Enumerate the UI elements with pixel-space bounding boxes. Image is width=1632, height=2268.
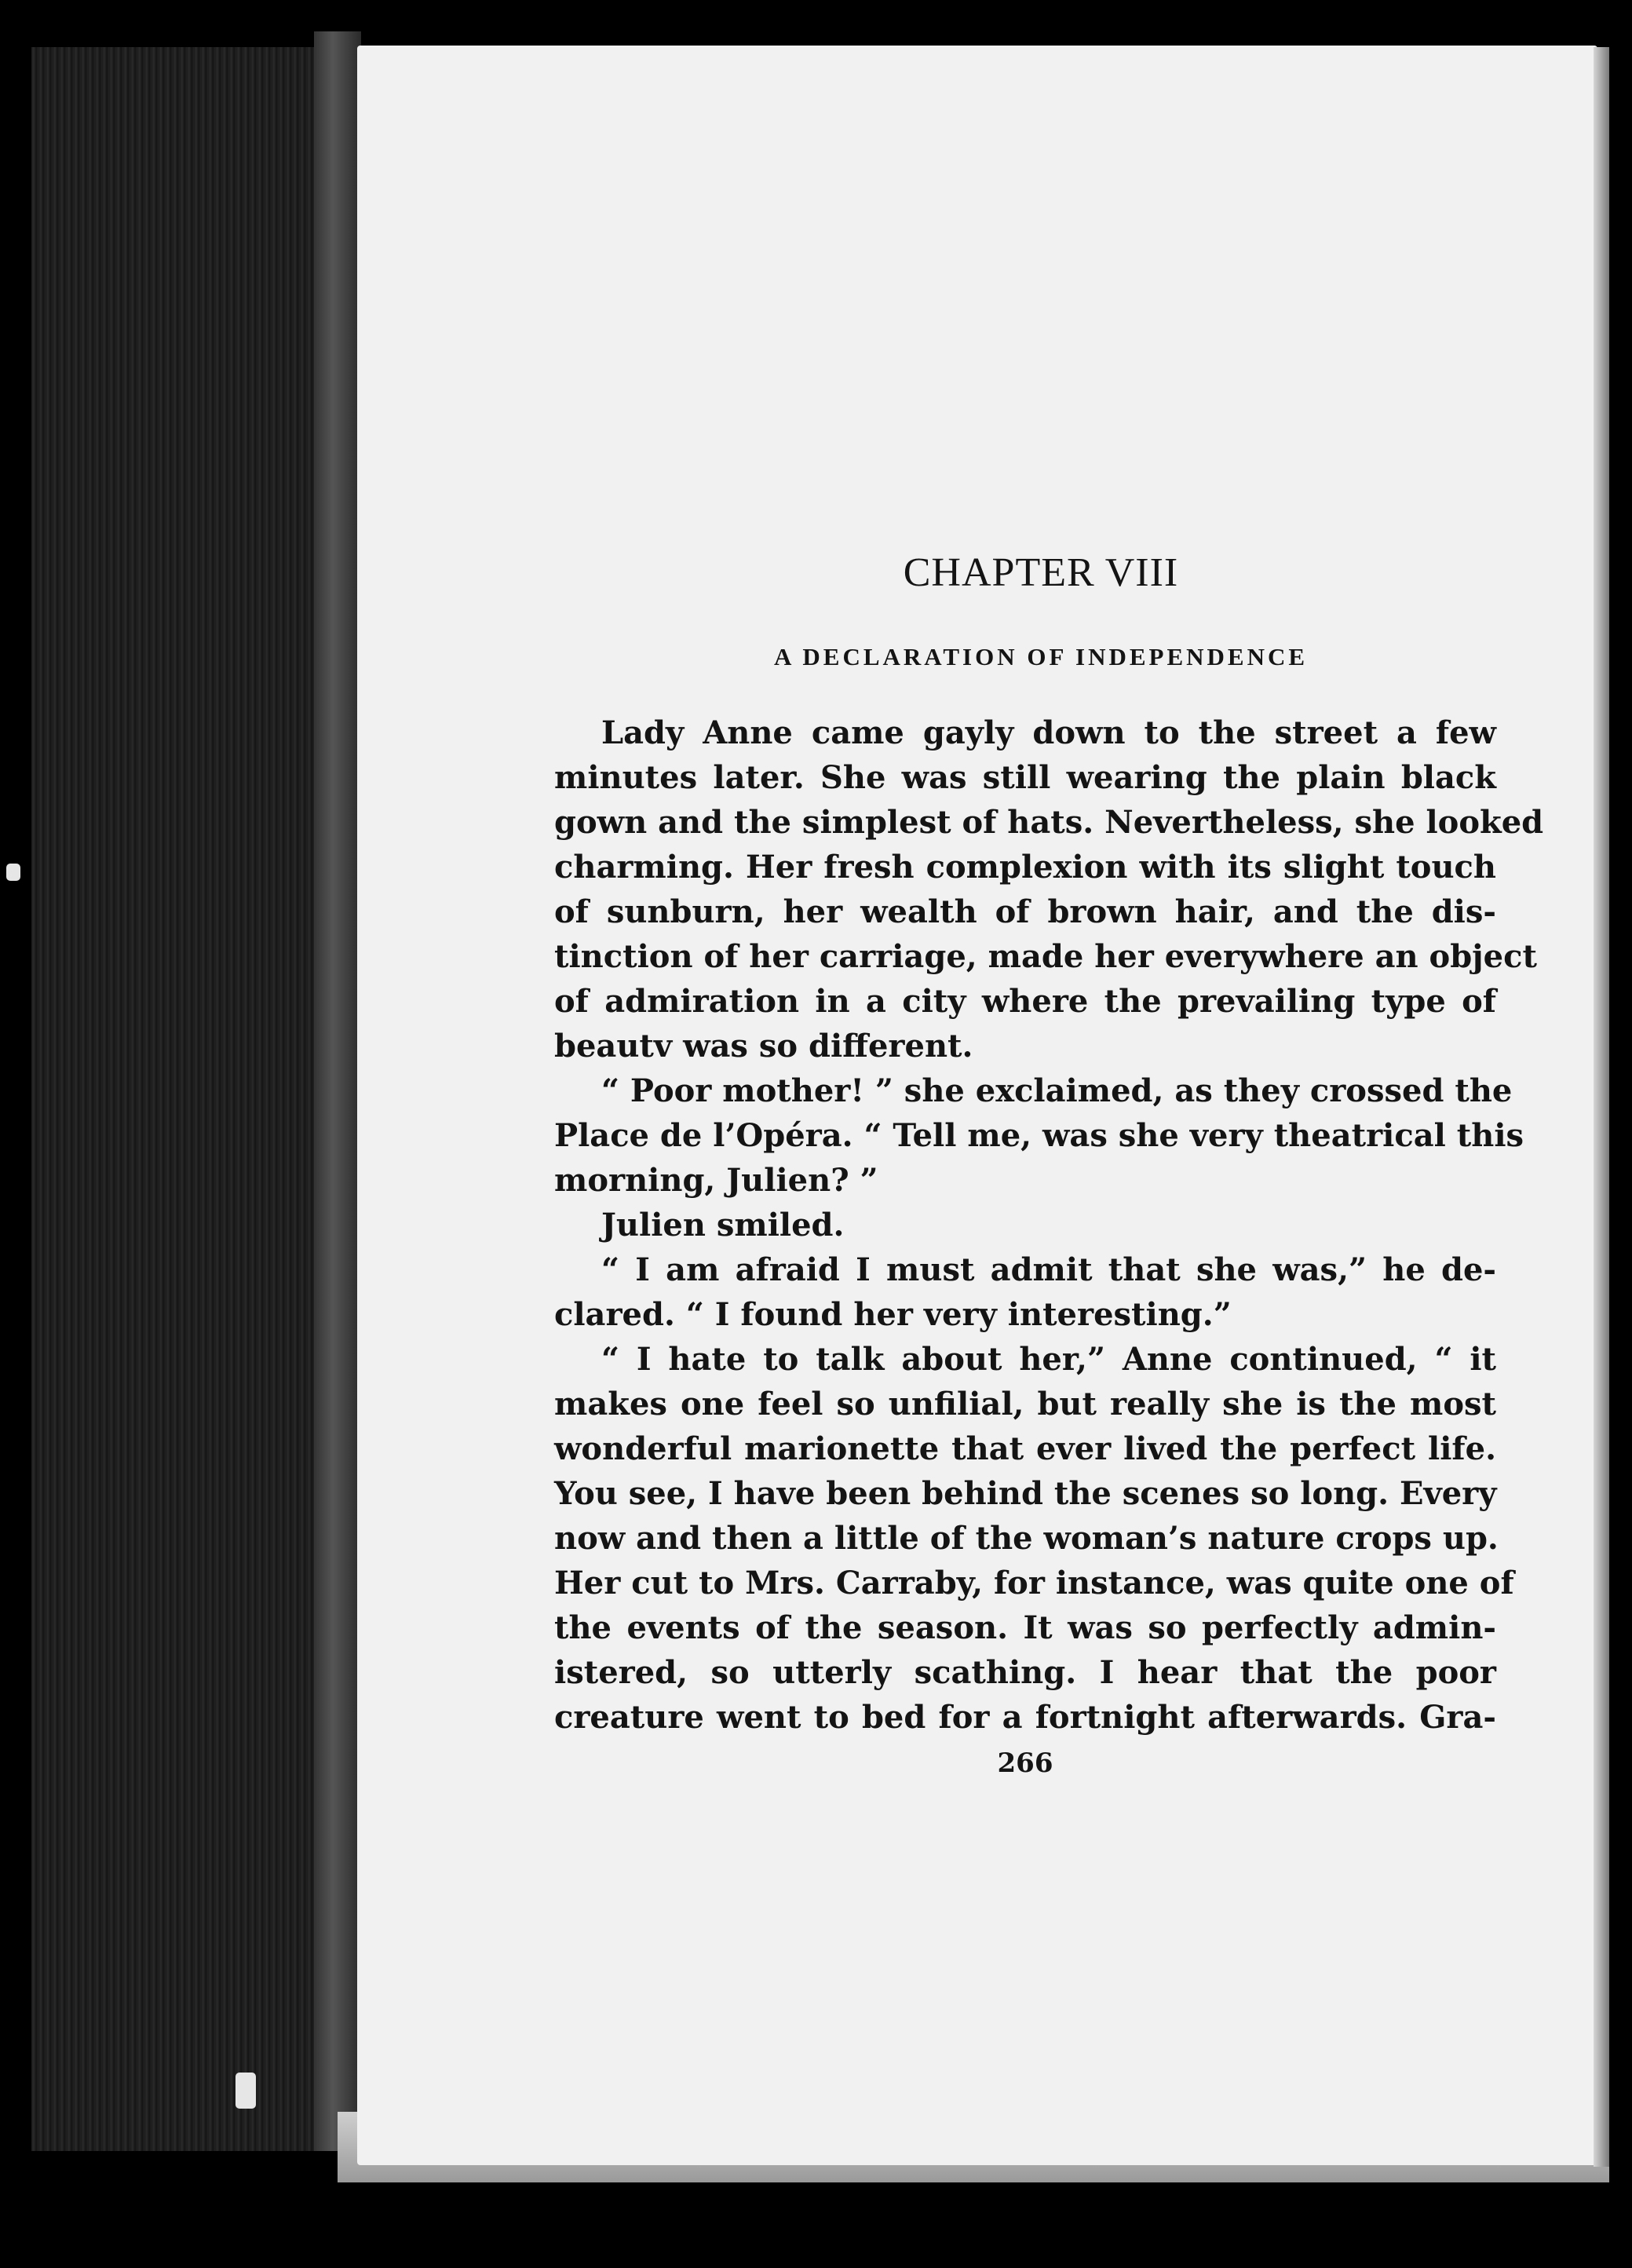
- text-line: “ I am afraid I must admit that she was,” he de-: [601, 1251, 1496, 1288]
- text-line: charming. Her fresh complexion with its slight touch: [554, 849, 1496, 886]
- page-right-edge: [1594, 47, 1609, 2167]
- text-line: gown and the simplest of hats. Nevertheless, she looked: [554, 804, 1544, 841]
- page-number: 266: [997, 1748, 1053, 1779]
- text-line: Lady Anne came gayly down to the street a few: [601, 714, 1496, 751]
- text-line: minutes later. She was still wearing the plain black: [554, 759, 1496, 796]
- chapter-subtitle: A DECLARATION OF INDEPENDENCE: [773, 643, 1309, 670]
- text-line: of sunburn, her wealth of brown hair, and the dis-: [554, 893, 1496, 930]
- page-text: [554, 550, 1544, 1779]
- text-line: beautv was so different.: [554, 1028, 973, 1065]
- text-line: of admiration in a city where the prevailing type of: [554, 983, 1496, 1020]
- body-text: [554, 710, 1544, 1740]
- chapter-title: CHAPTER VIII: [903, 550, 1179, 595]
- text-line: “ Poor mother! ” she exclaimed, as they crossed the: [601, 1072, 1513, 1109]
- text-line: makes one feel so unfilial, but really she is the most: [554, 1386, 1496, 1423]
- text-line: wonderful marionette that ever lived the perfect life.: [554, 1430, 1496, 1467]
- page-gutter: [314, 31, 361, 2151]
- text-line: You see, I have been behind the scenes so long. Every: [554, 1475, 1497, 1512]
- text-line: tinction of her carriage, made her everywhere an object: [554, 938, 1537, 975]
- text-line: creature went to bed for a fortnight afterwards. Gra-: [554, 1699, 1496, 1736]
- text-line: Julien smiled.: [601, 1207, 845, 1244]
- text-line: morning, Julien? ”: [554, 1162, 878, 1199]
- scan-speck: [235, 2073, 256, 2109]
- text-line: Place de l’Opéra. “ Tell me, was she very theatrical this: [554, 1117, 1524, 1154]
- text-line: clared. “ I found her very interesting.”: [554, 1296, 1232, 1333]
- text-line: istered, so utterly scathing. I hear that the poor: [554, 1654, 1496, 1691]
- book-spine: [31, 47, 361, 2151]
- text-line: now and then a little of the woman’s nature crops up.: [554, 1520, 1499, 1557]
- text-line: Her cut to Mrs. Carraby, for instance, was quite one of: [554, 1565, 1514, 1601]
- text-line: the events of the season. It was so perfectly admin-: [554, 1609, 1496, 1646]
- text-line: “ I hate to talk about her,” Anne continued, “ it: [601, 1341, 1496, 1378]
- scan-speck: [6, 864, 20, 881]
